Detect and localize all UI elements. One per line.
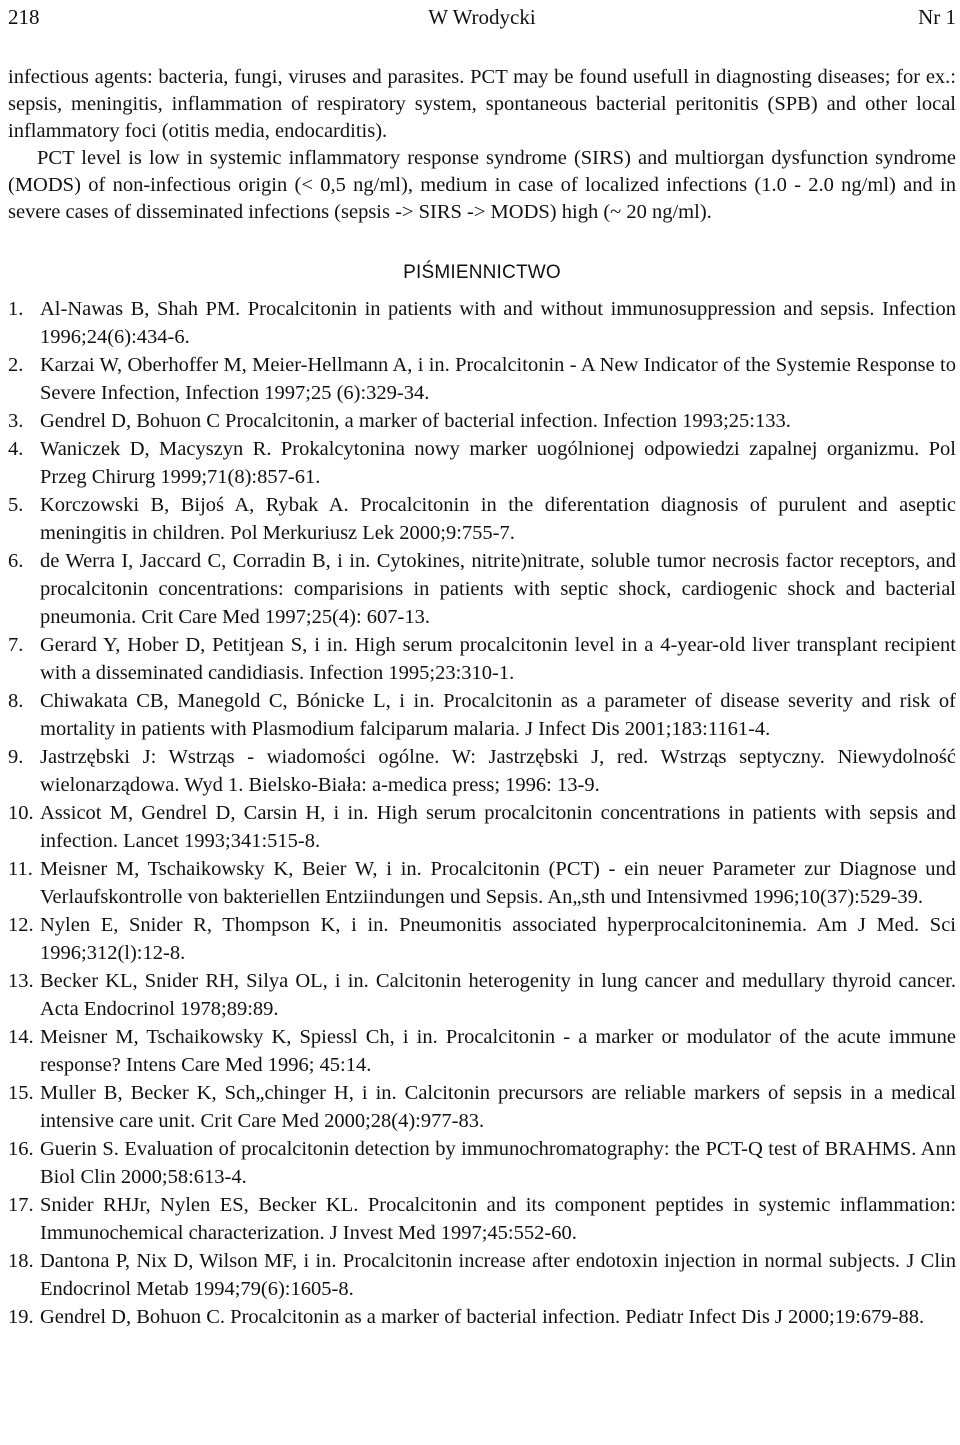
abstract-paragraph: infectious agents: bacteria, fungi, viruses and parasites. PCT may be found usefull in diagnosting diseases; for ex.: sepsis, meningitis, inflammation of respiratory system, spontaneous bacterial peritonitis (SPB) and other local inflammatory foci (otitis media, endocarditis). [8, 66, 956, 142]
reference-text: Karzai W, Oberhoffer M, Meier-Hellmann A, i in. Procalcitonin - A New Indicator of the Systemie Response to Severe Infection, Infection 1997;25 (6):329-34. [40, 354, 956, 404]
reference-number: 8. [8, 690, 24, 712]
reference-text: Becker KL, Snider RH, Silya OL, i in. Calcitonin heterogenity in lung cancer and medullary thyroid cancer. Acta Endocrinol 1978;89:89. [40, 970, 956, 1020]
reference-text: Chiwakata CB, Manegold C, Bónicke L, i in. Procalcitonin as a parameter of disease severity and risk of mortality in patients with Plasmodium falciparum malaria. J Infect Dis 2001;183:1161-4. [40, 690, 956, 740]
reference-item [8, 491, 956, 547]
reference-number: 16. [8, 1138, 34, 1160]
reference-item [8, 351, 956, 407]
reference-item [8, 547, 956, 631]
reference-text: Nylen E, Snider R, Thompson K, i in. Pneumonitis associated hyperprocalcitoninemia. Am J Med. Sci 1996;312(l):12-8. [40, 914, 956, 964]
reference-item [8, 407, 956, 435]
journal-page [8, 0, 956, 1331]
reference-item [8, 743, 956, 799]
reference-text: Waniczek D, Macyszyn R. Prokalcytonina nowy marker uogólnionej odpowiedzi zapalnej organizmu. Pol Przeg Chirurg 1999;71(8):857-61. [40, 438, 956, 488]
reference-item [8, 799, 956, 855]
reference-text: Assicot M, Gendrel D, Carsin H, i in. High serum procalcitonin concentrations in patients with sepsis and infection. Lancet 1993;341:515-8. [40, 802, 956, 852]
reference-number: 15. [8, 1082, 34, 1104]
reference-number: 2. [8, 354, 24, 376]
reference-text: Gerard Y, Hober D, Petitjean S, i in. High serum procalcitonin level in a 4-year-old liver transplant recipient with a disseminated candidiasis. Infection 1995;23:310-1. [40, 634, 956, 684]
reference-list [8, 295, 956, 1331]
abstract-text [8, 64, 956, 226]
reference-number: 11. [8, 858, 33, 880]
reference-text: Al-Nawas B, Shah PM. Procalcitonin in patients with and without immunosuppression and sepsis. Infection 1996;24(6):434-6. [40, 298, 956, 348]
reference-number: 19. [8, 1306, 34, 1328]
reference-text: Gendrel D, Bohuon C Procalcitonin, a marker of bacterial infection. Infection 1993;25:133. [40, 410, 791, 432]
reference-number: 18. [8, 1250, 34, 1272]
reference-item [8, 1135, 956, 1191]
reference-number: 6. [8, 550, 24, 572]
reference-item [8, 911, 956, 967]
reference-number: 12. [8, 914, 34, 936]
reference-text: Dantona P, Nix D, Wilson MF, i in. Procalcitonin increase after endotoxin injection in normal subjects. J Clin Endocrinol Metab 1994;79(6):1605-8. [40, 1250, 956, 1300]
reference-number: 17. [8, 1194, 34, 1216]
reference-number: 1. [8, 298, 24, 320]
reference-item [8, 1303, 956, 1331]
reference-text: Meisner M, Tschaikowsky K, Spiessl Ch, i in. Procalcitonin - a marker or modulator of the acute immune response? Intens Care Med 1996; 45:14. [40, 1026, 956, 1076]
reference-text: Meisner M, Tschaikowsky K, Beier W, i in. Procalcitonin (PCT) - ein neuer Parameter zur Diagnose und Verlaufskontrolle von bakteriellen Entziindungen und Sepsis. An„sth und Intensivmed 1996;10(37):529-39. [40, 858, 956, 908]
reference-item [8, 631, 956, 687]
abstract-paragraph: PCT level is low in systemic inflammatory response syndrome (SIRS) and multiorgan dysfunction syndrome (MODS) of non-infectious origin (< 0,5 ng/ml), medium in case of localized infections (1.0 - 2.0 ng/ml) and in severe cases of disseminated infections (sepsis -> SIRS -> MODS) high (~ 20 ng/ml). [8, 147, 956, 223]
reference-text: Gendrel D, Bohuon C. Procalcitonin as a marker of bacterial infection. Pediatr Infect Dis J 2000;19:679-88. [40, 1306, 925, 1328]
reference-text: Korczowski B, Bijoś A, Rybak A. Procalcitonin in the diferentation diagnosis of purulent and aseptic meningitis in children. Pol Merkuriusz Lek 2000;9:755-7. [40, 494, 956, 544]
reference-text: Snider RHJr, Nylen ES, Becker KL. Procalcitonin and its component peptides in systemic inflammation: Immunochemical characterization. J Invest Med 1997;45:552-60. [40, 1194, 956, 1244]
reference-text: de Werra I, Jaccard C, Corradin B, i in. Cytokines, nitrite)nitrate, soluble tumor necrosis factor receptors, and procalcitonin concentrations: comparisions in patients with septic shock, cardiogenic shock and bacterial pneumonia. Crit Care Med 1997;25(4): 607-13. [40, 550, 956, 628]
reference-item [8, 1247, 956, 1303]
reference-number: 5. [8, 494, 24, 516]
reference-item [8, 1191, 956, 1247]
reference-item [8, 967, 956, 1023]
reference-number: 7. [8, 634, 24, 656]
reference-item [8, 687, 956, 743]
reference-text: Guerin S. Evaluation of procalcitonin detection by immunochromatography: the PCT-Q test of BRAHMS. Ann Biol Clin 2000;58:613-4. [40, 1138, 956, 1188]
reference-item [8, 295, 956, 351]
reference-text: Muller B, Becker K, Sch„chinger H, i in. Calcitonin precursors are reliable markers of sepsis in a medical intensive care unit. Crit Care Med 2000;28(4):977-83. [40, 1082, 956, 1132]
reference-number: 13. [8, 970, 34, 992]
reference-item [8, 435, 956, 491]
reference-item [8, 855, 956, 911]
running-author: W Wrodycki [428, 5, 536, 29]
reference-number: 10. [8, 802, 34, 824]
references-heading: PIŚMIENNICTWO [403, 262, 561, 283]
reference-number: 9. [8, 746, 24, 768]
reference-number: 3. [8, 410, 24, 432]
reference-item [8, 1079, 956, 1135]
reference-item [8, 1023, 956, 1079]
reference-number: 4. [8, 438, 24, 460]
reference-text: Jastrzębski J: Wstrząs - wiadomości ogólne. W: Jastrzębski J, red. Wstrząs septyczny. Niewydolność wielonarządowa. Wyd 1. Bielsko-Biała: a-medica press; 1996: 13-9. [40, 746, 956, 796]
reference-number: 14. [8, 1026, 34, 1048]
issue-number: Nr 1 [918, 5, 956, 29]
page-number: 218 [8, 5, 40, 29]
running-header [8, 2, 956, 32]
